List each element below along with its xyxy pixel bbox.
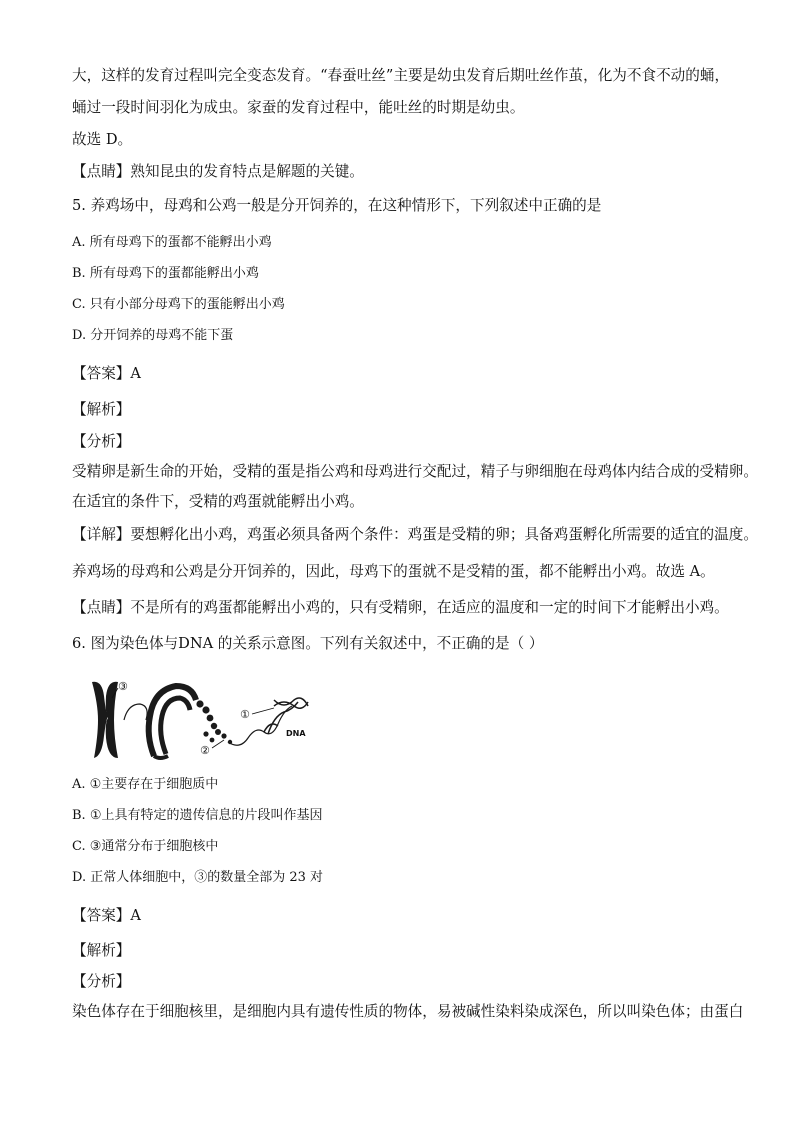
analysis-heading-5: 【解析】 <box>72 401 131 418</box>
text-line: 大，这样的发育过程叫完全变态发育。“春蚕吐丝”主要是幼虫发育后期吐丝作茧，化为不食不动的蛹， <box>72 67 730 84</box>
question-5: 5. 养鸡场中，母鸡和公鸡一般是分开饲养的，在这种情形下，下列叙述中正确的是 <box>72 197 602 214</box>
answer-5: 【答案】A <box>72 365 141 382</box>
text-line: 染色体存在于细胞核里，是细胞内具有遗传性质的物体，易被碱性染料染成深色，所以叫染色体；由蛋白 <box>72 1003 744 1020</box>
option-6a: A. ①主要存在于细胞质中 <box>72 777 219 792</box>
label-3: ③ <box>118 680 128 693</box>
text-line: 养鸡场的母鸡和公鸡是分开饲养的，因此，母鸡下的蛋就不是受精的蛋，都不能孵出小鸡。故选 A。 <box>72 563 715 580</box>
option-5a: A. 所有母鸡下的蛋都不能孵出小鸡 <box>72 235 272 250</box>
option-5d: D. 分开饲养的母鸡不能下蛋 <box>72 328 234 343</box>
detail-note-5: 【详解】要想孵化出小鸡，鸡蛋必须具备两个条件：鸡蛋是受精的卵；具备鸡蛋孵化所需要的适宜的温度。 <box>72 526 758 543</box>
analysis-heading-6: 【解析】 <box>72 942 131 959</box>
dianjing-note: 【点睛】熟知昆虫的发育特点是解题的关键。 <box>72 163 364 180</box>
label-1: ① <box>240 708 250 721</box>
question-6: 6. 图为染色体与DNA 的关系示意图。下列有关叙述中，不正确的是（ ） <box>72 635 544 652</box>
dna-label: DNA <box>286 729 306 738</box>
answer-6: 【答案】A <box>72 907 141 924</box>
text-line: 蛹过一段时间羽化为成虫。家蚕的发育过程中，能吐丝的时期是幼虫。 <box>72 99 525 116</box>
dianjing-note-5: 【点睛】不是所有的鸡蛋都能孵出小鸡的，只有受精卵，在适应的温度和一定的时间下才能孵出小鸡。 <box>72 599 729 616</box>
chromosome-dna-figure <box>88 676 328 762</box>
text-line: 受精卵是新生命的开始，受精的蛋是指公鸡和母鸡进行交配过，精子与卵细胞在母鸡体内结合成的受精卵。 <box>72 463 758 480</box>
option-6b: B. ①上具有特定的遗传信息的片段叫作基因 <box>72 808 323 823</box>
label-2: ② <box>200 744 210 757</box>
fenxi-heading-5: 【分析】 <box>72 433 131 450</box>
option-5b: B. 所有母鸡下的蛋都能孵出小鸡 <box>72 266 259 281</box>
fenxi-heading-6: 【分析】 <box>72 973 131 990</box>
text-line: 在适宜的条件下，受精的鸡蛋就能孵出小鸡。 <box>72 493 364 510</box>
nucleosome-beads-icon <box>196 700 232 744</box>
option-6c: C. ③通常分布于细胞核中 <box>72 839 219 854</box>
text-line: 故选 D。 <box>72 131 133 148</box>
option-5c: C. 只有小部分母鸡下的蛋能孵出小鸡 <box>72 297 285 312</box>
chromosome-icon <box>92 682 118 758</box>
chromatin-coil-icon <box>124 686 196 758</box>
option-6d: D. 正常人体细胞中，③的数量全部为 23 对 <box>72 870 324 885</box>
